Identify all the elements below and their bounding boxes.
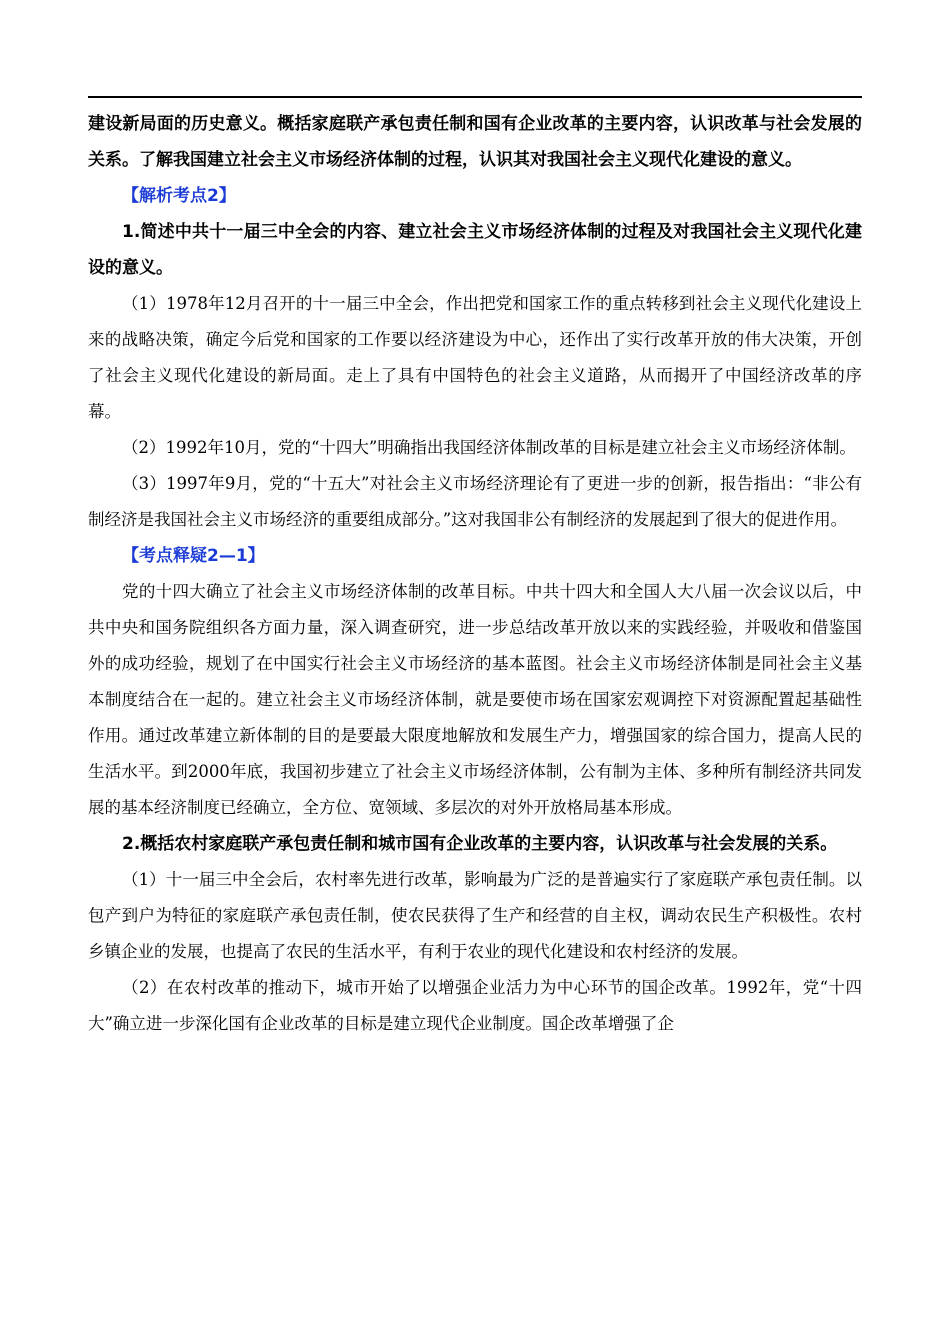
section-heading-analysis: 【解析考点2】 [122,186,236,206]
intro-paragraph: 建设新局面的历史意义。概括家庭联产承包责任制和国有企业改革的主要内容，认识改革与社会发展的关系。了解我国建立社会主义市场经济体制的过程，认识其对我国社会主义现代化建设的意义。 [88,114,862,170]
question-2-title: 2.概括农村家庭联产承包责任制和城市国有企业改革的主要内容，认识改革与社会发展的关系。 [122,834,838,854]
question-2-paragraph-2: （2）在农村改革的推动下，城市开始了以增强企业活力为中心环节的国企改革。1992年，党“十四大”确立进一步深化国有企业改革的目标是建立现代企业制度。国企改革增强了企 [88,978,862,1033]
question-1-title: 1.简述中共十一届三中全会的内容、建立社会主义市场经济体制的过程及对我国社会主义现代化建设的意义。 [88,222,862,278]
section-heading-explanation: 【考点释疑2—1】 [122,546,265,566]
document-page [88,96,862,1042]
question-1-paragraph-2: （2）1992年10月，党的“十四大”明确指出我国经济体制改革的目标是建立社会主义市场经济体制。 [122,438,856,457]
header-rule [88,96,862,98]
question-2-paragraph-1: （1）十一届三中全会后，农村率先进行改革，影响最为广泛的是普遍实行了家庭联产承包责任制。以包产到户为特征的家庭联产承包责任制，使农民获得了生产和经营的自主权，调动农民生产积极性。农村乡镇企业的发展，也提高了农民的生活水平，有利于农业的现代化建设和农村经济的发展。 [88,870,862,961]
question-1-paragraph-3: （3）1997年9月，党的“十五大”对社会主义市场经济理论有了更进一步的创新，报告指出：“非公有制经济是我国社会主义市场经济的重要组成部分。”这对我国非公有制经济的发展起到了很大的促进作用。 [88,474,862,529]
explanation-paragraph: 党的十四大确立了社会主义市场经济体制的改革目标。中共十四大和全国人大八届一次会议以后，中共中央和国务院组织各方面力量，深入调查研究，进一步总结改革开放以来的实践经验，并吸收和借鉴国外的成功经验，规划了在中国实行社会主义市场经济的基本蓝图。社会主义市场经济体制是同社会主义基本制度结合在一起的。建立社会主义市场经济体制，就是要使市场在国家宏观调控下对资源配置起基础性作用。通过改革建立新体制的目的是要最大限度地解放和发展生产力，增强国家的综合国力，提高人民的生活水平。到2000年底，我国初步建立了社会主义市场经济体制，公有制为主体、多种所有制经济共同发展的基本经济制度已经确立，全方位、宽领域、多层次的对外开放格局基本形成。 [88,582,862,817]
question-1-paragraph-1: （1）1978年12月召开的十一届三中全会，作出把党和国家工作的重点转移到社会主义现代化建设上来的战略决策，确定今后党和国家的工作要以经济建设为中心，还作出了实行改革开放的伟大决策，开创了社会主义现代化建设的新局面。走上了具有中国特色的社会主义道路，从而揭开了中国经济改革的序幕。 [88,294,862,421]
